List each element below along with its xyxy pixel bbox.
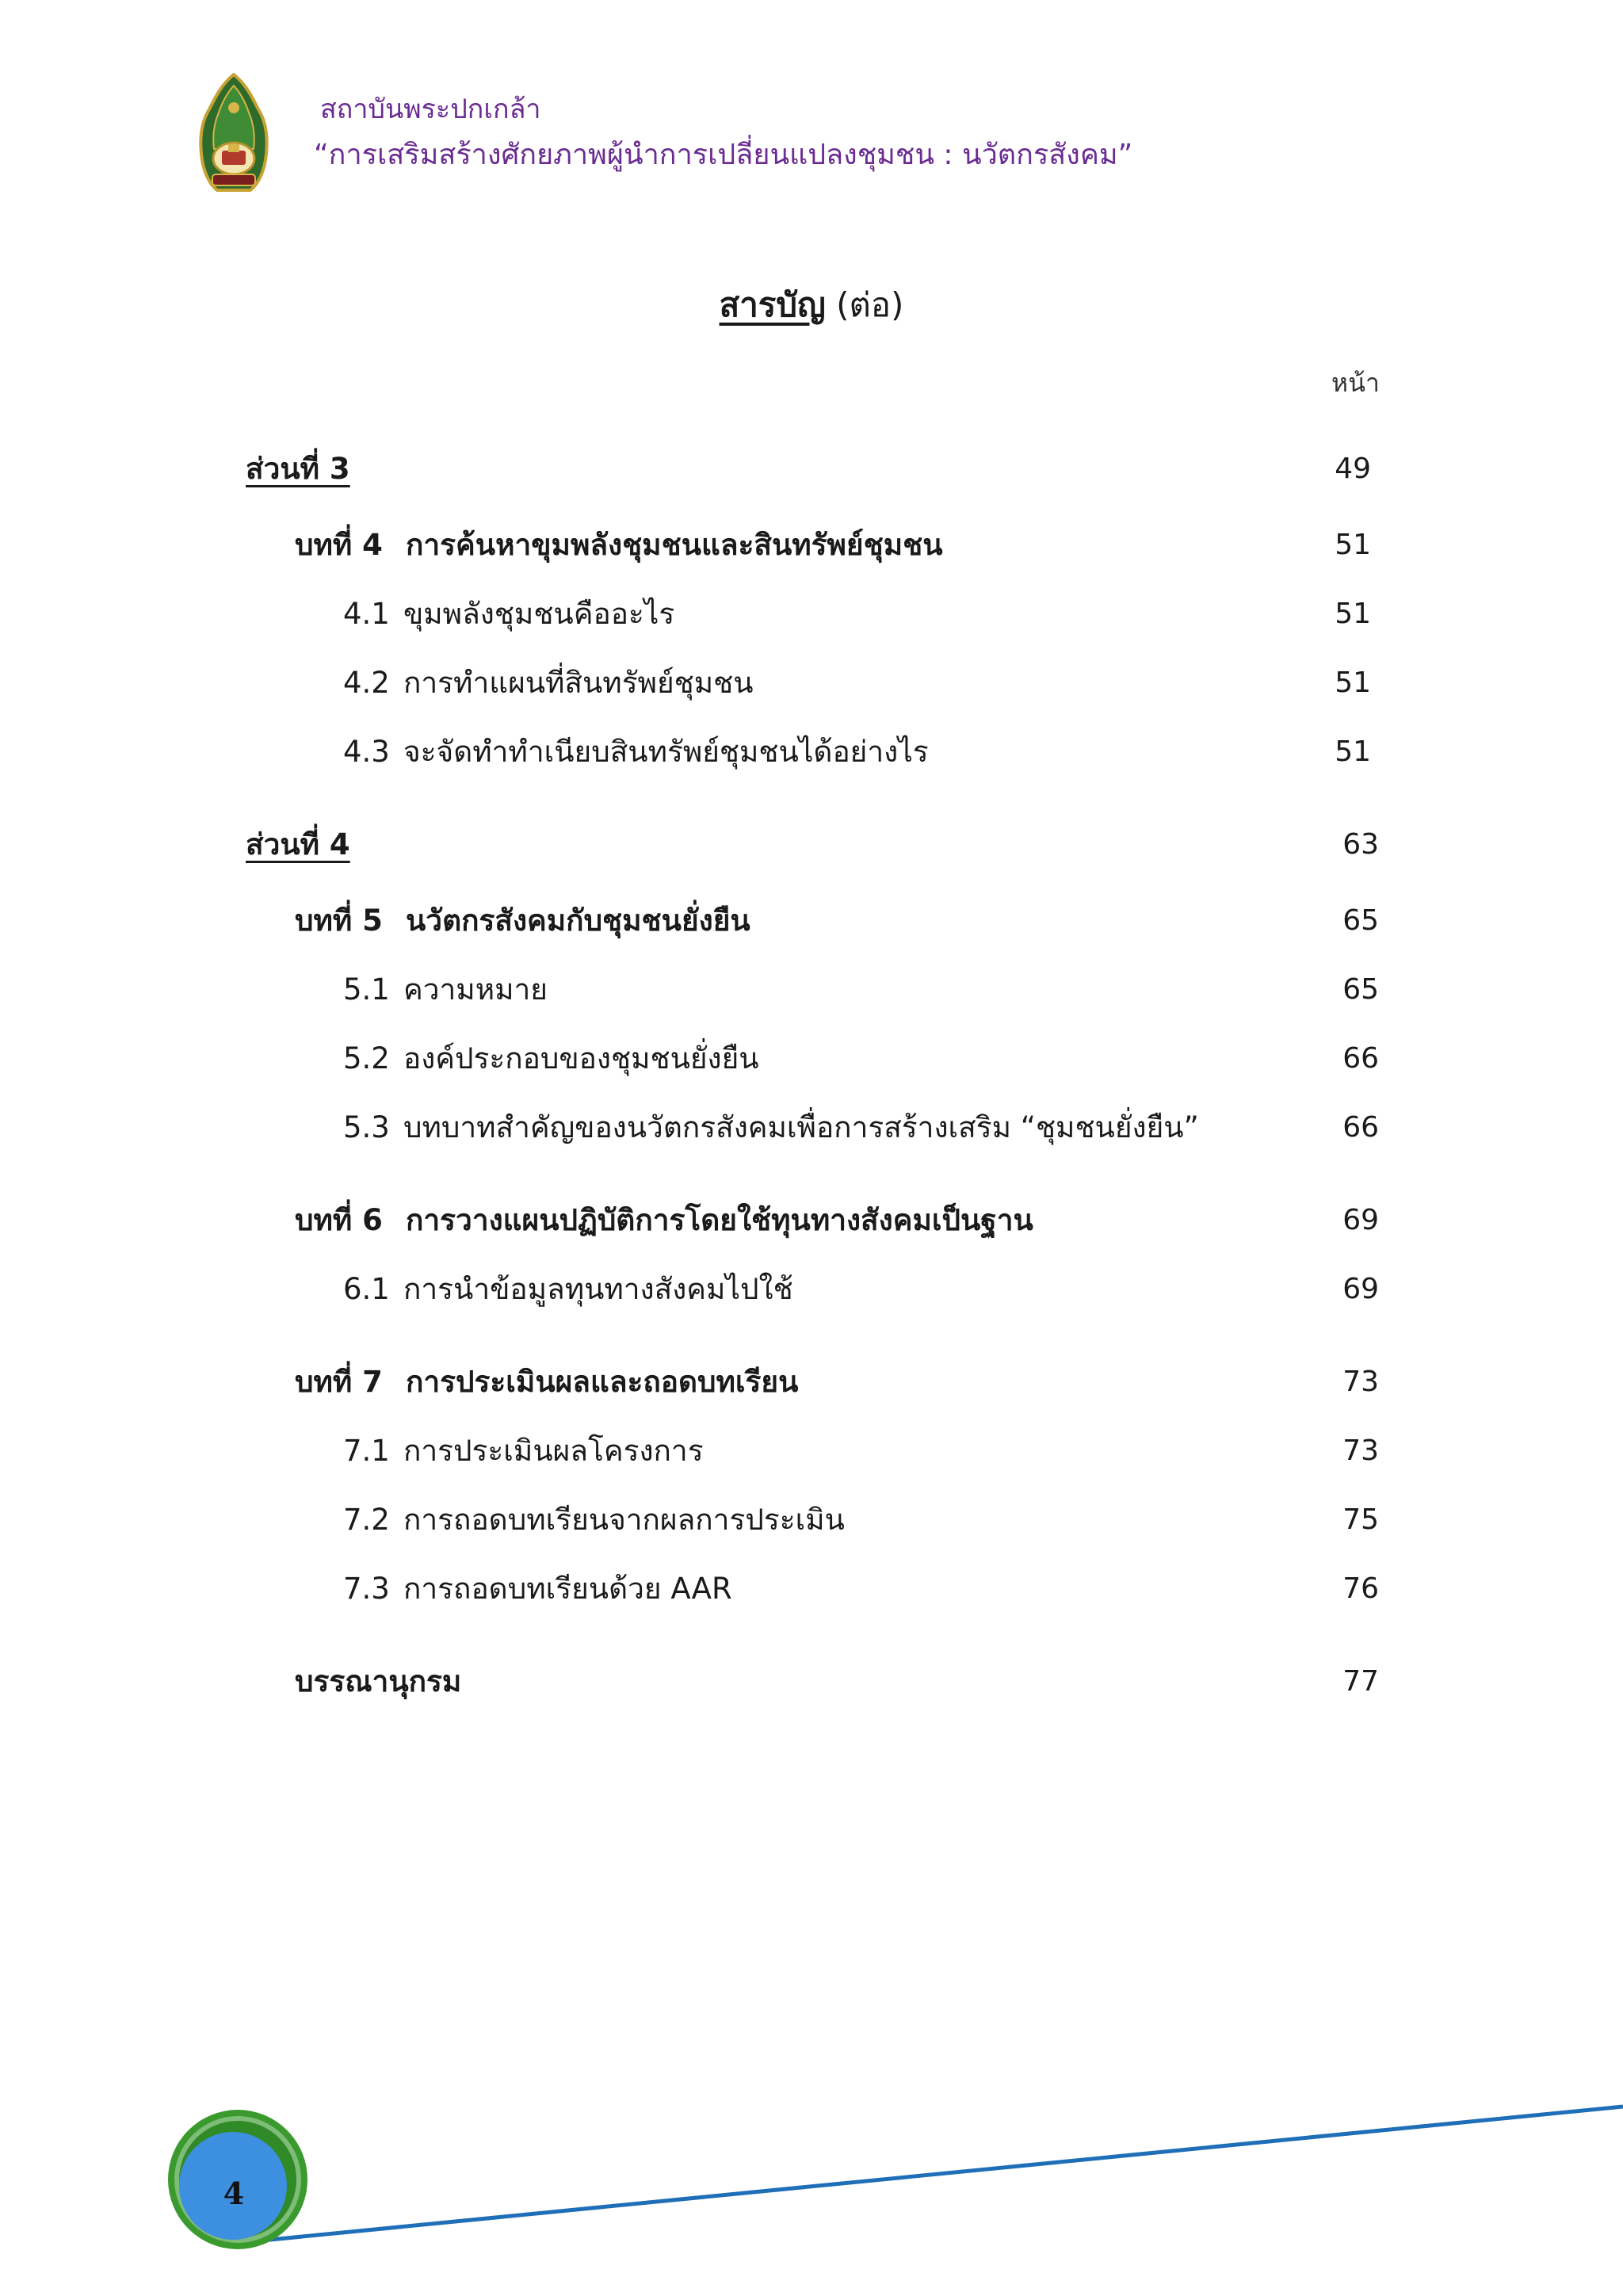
toc-section-number: 5.1 [343,972,390,1007]
toc-section-row [0,1429,1623,1473]
toc-page-number: 51 [1335,598,1371,630]
title-main: สารบัญ [719,285,826,324]
toc-page-number: 66 [1342,1111,1379,1144]
page-number: 4 [223,2176,245,2211]
institution-name: สถาบันพระปกเกล้า [320,94,541,125]
toc-section-row [0,1267,1623,1312]
toc-page-number: 73 [1342,1435,1379,1467]
page-column-label: หน้า [1331,368,1380,398]
toc-section-label: องค์ประกอบของชุมชนยั่งยืน [403,1041,759,1075]
toc-section-label: การถอดบทเรียนด้วย AAR [403,1572,732,1606]
toc-page-number: 65 [1342,904,1379,937]
toc-chapter-number: บทที่ 4 [295,528,383,562]
toc-page-number: 63 [1342,828,1379,861]
toc-chapter-label: นวัตกรสังคมกับชุมชนยั่งยืน [406,904,750,938]
toc-section-row [0,1498,1623,1542]
toc-chapter-label: การวางแผนปฏิบัติการโดยใช้ทุนทางสังคมเป็นฐาน [406,1203,1033,1237]
toc-section-label: ความหมาย [403,972,548,1007]
title-suffix: (ต่อ) [825,285,904,324]
toc-page-number: 66 [1342,1042,1379,1075]
toc-section-number: 7.2 [343,1503,390,1537]
toc-chapter-row [0,1360,1623,1404]
toc-chapter-row [0,1198,1623,1243]
toc-section-number: 5.2 [343,1041,390,1075]
toc-chapter-row [0,899,1623,943]
toc-section-label: การถอดบทเรียนจากผลการประเมิน [403,1503,845,1537]
toc-page-number: 65 [1342,973,1379,1006]
toc-chapter-row [0,523,1623,567]
toc-section-row [0,661,1623,705]
toc-bibliography-label: บรรณานุกรม [295,1664,462,1698]
toc-section-label: การนำข้อมูลทุนทางสังคมไปใช้ [403,1272,793,1306]
institute-emblem-icon [198,73,269,193]
toc-section-row [0,1567,1623,1611]
toc-chapter-label: การประเมินผลและถอดบทเรียน [406,1365,799,1399]
toc-section-number: 4.3 [343,735,390,769]
toc-section-label: ขุมพลังชุมชนคืออะไร [403,597,675,631]
toc-chapter-number: บทที่ 7 [295,1365,383,1399]
toc-chapter-label: การค้นหาขุมพลังชุมชนและสินทรัพย์ชุมชน [406,528,943,562]
toc-section-number: 7.3 [343,1572,390,1606]
toc-page-number: 69 [1342,1204,1379,1236]
project-title: “การเสริมสร้างศักยภาพผู้นำการเปลี่ยนแปลงชุมชน : นวัตกรสังคม” [314,139,1133,171]
toc-chapter-number: บทที่ 6 [295,1203,383,1237]
toc-chapter-number: บทที่ 5 [295,904,383,938]
toc-bibliography-row [0,1660,1623,1704]
toc-section-number: 4.2 [343,666,390,700]
toc-page-number: 51 [1335,667,1371,699]
toc-page-number: 77 [1342,1665,1379,1698]
toc-part-row [0,447,1623,491]
toc-part-label: ส่วนที่ 4 [246,827,350,861]
toc-section-row [0,1037,1623,1081]
toc-part-row [0,823,1623,867]
toc-section-label: การทำแผนที่สินทรัพย์ชุมชน [403,666,754,700]
toc-page-number: 69 [1342,1273,1379,1305]
toc-page-number: 75 [1342,1503,1379,1536]
toc-section-row [0,1106,1623,1150]
toc-page-number: 73 [1342,1366,1379,1398]
toc-section-number: 5.3 [343,1110,390,1144]
toc-section-row [0,592,1623,636]
toc-page-number: 76 [1342,1572,1379,1605]
toc-section-number: 6.1 [343,1272,390,1306]
toc-section-label: การประเมินผลโครงการ [403,1434,704,1468]
toc-section-number: 7.1 [343,1434,390,1468]
toc-section-label: จะจัดทำทำเนียบสินทรัพย์ชุมชนได้อย่างไร [403,735,929,769]
footer-line [238,2107,1623,2243]
toc-section-row [0,730,1623,774]
toc-section-label: บทบาทสำคัญของนวัตกรสังคมเพื่อการสร้างเสริม “ชุมชนยั่งยืน” [403,1110,1199,1144]
toc-part-label: ส่วนที่ 3 [246,452,350,486]
toc-section-number: 4.1 [343,597,390,631]
page-title [0,279,1623,331]
toc-section-row [0,968,1623,1012]
toc-page-number: 51 [1335,529,1371,561]
toc-page-number: 49 [1335,453,1371,485]
toc-page-number: 51 [1335,735,1371,768]
